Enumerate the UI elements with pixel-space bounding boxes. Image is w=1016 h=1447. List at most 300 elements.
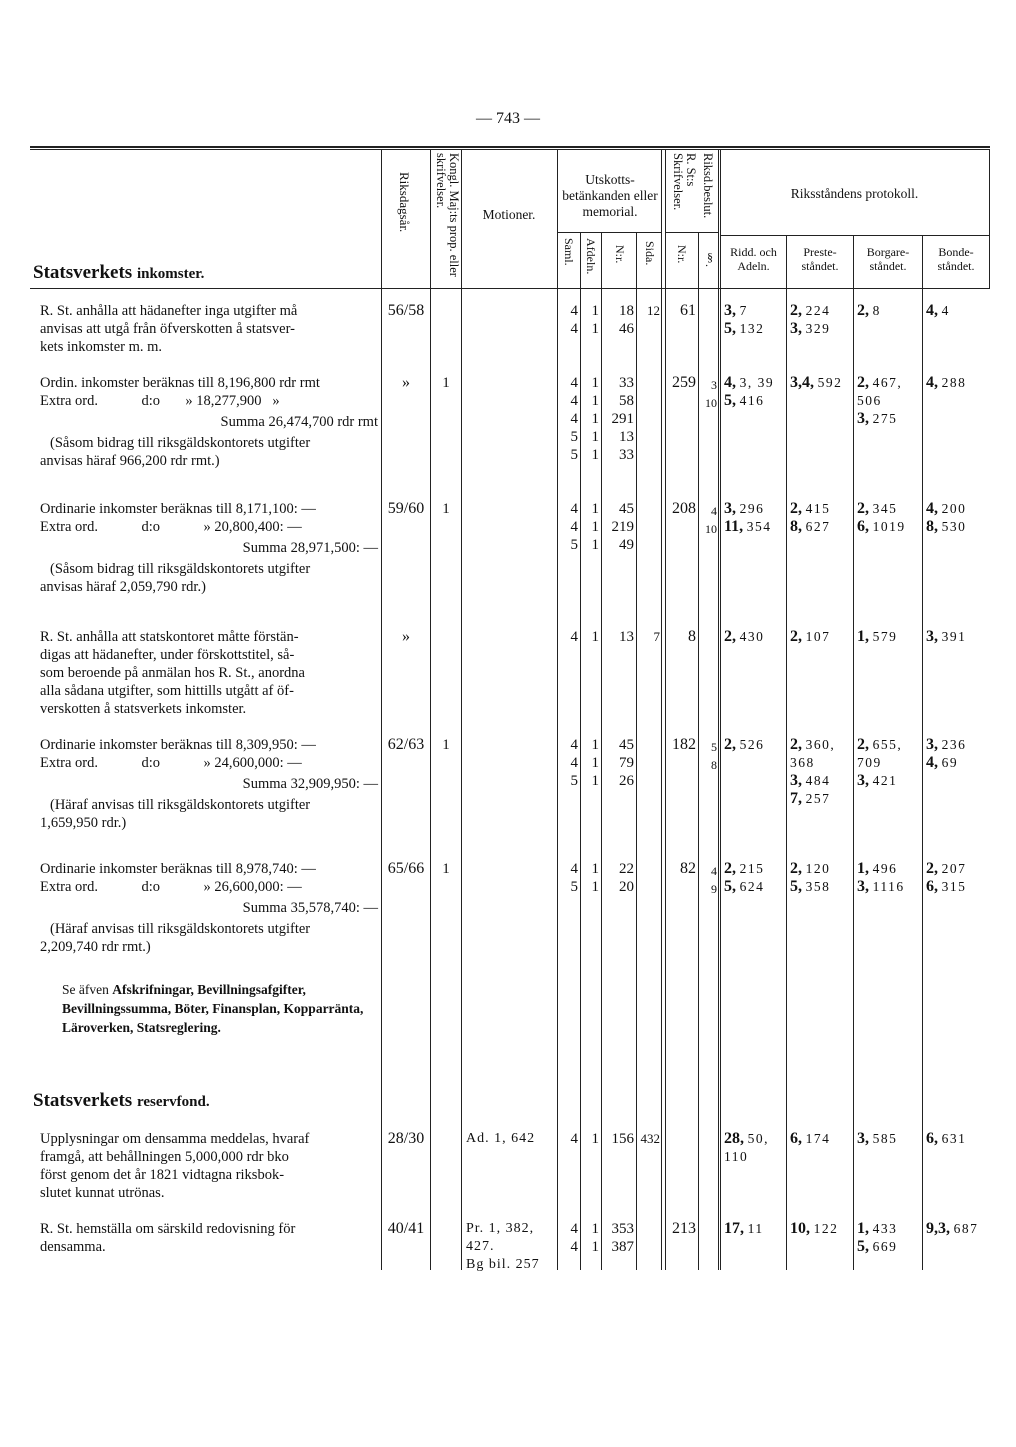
cell-borgare [857, 1220, 921, 1238]
cell-bonde [926, 736, 988, 754]
col-line [989, 150, 990, 288]
entry-description [40, 1130, 382, 1202]
description-line: R. St. anhålla att hädanefter inga utgifter må [40, 303, 298, 319]
cell-bonde-page: 631 [941, 1131, 967, 1146]
cell-nr: 33 [619, 447, 634, 463]
description-line: Summa 28,971,500: — [242, 540, 378, 556]
page-number: — 743 — [476, 110, 540, 127]
cell-preste [790, 878, 852, 896]
col-line [461, 150, 462, 1270]
cell-bonde-page: 4 [941, 303, 950, 318]
cell-preste-page: 368 [790, 755, 815, 770]
cell-paragraph: 8 [711, 758, 717, 772]
cell-afdeln: 1 [591, 429, 599, 445]
cell-preste [790, 1130, 852, 1148]
cell-nr: 49 [619, 537, 634, 553]
cell-ridd [724, 392, 786, 410]
description-line: Summa 35,578,740: — [242, 900, 378, 916]
cell-borgare-volume: 3, [857, 878, 869, 895]
description-line: Ordinarie inkomster beräknas till 8,309,950: — [40, 737, 316, 753]
cell-ridd [724, 374, 786, 392]
cell-riksdagsar: 40/41 [387, 1220, 425, 1237]
cell-saml: 4 [570, 629, 578, 645]
header-rsts-skrifvelser: R. St:s Skrifvelser. [671, 153, 698, 211]
cell-ridd-volume: 2, [724, 628, 736, 645]
description-line: (Häraf anvisas till riksgäldskontorets utgifter [50, 921, 311, 937]
cell-sida: 12 [647, 303, 660, 318]
description-line: anvisas häraf 2,059,790 rdr.) [40, 579, 206, 595]
cell-ridd-volume: 17, [724, 1220, 744, 1237]
cell-borgare [857, 1130, 921, 1148]
header-motioner: Motioner. [482, 207, 536, 222]
cell-bonde-volume: 9,3, [926, 1220, 950, 1237]
cell-borgare-page: 421 [872, 773, 898, 788]
cell-ridd-volume: 2, [724, 736, 736, 753]
cell-preste-page: 120 [805, 861, 831, 876]
cell-ridd-volume: 5, [724, 392, 736, 409]
cell-sida: 432 [640, 1131, 660, 1146]
cell-saml: 4 [570, 303, 578, 319]
cell-preste-volume: 8, [790, 518, 802, 535]
cell-preste-page: 360, [805, 737, 836, 752]
cell-ridd-page: 110 [724, 1149, 749, 1164]
entry-description [40, 1220, 382, 1256]
cell-paragraph: 3 [711, 378, 717, 392]
section-title-small: inkomster. [136, 266, 205, 282]
header-borgare: Borgare-ståndet. [866, 245, 910, 273]
cell-ridd [724, 320, 786, 338]
cell-paragraph: 5 [711, 740, 717, 754]
table-top-rule-inner [30, 149, 990, 150]
cell-ridd [724, 1148, 786, 1166]
cell-bonde [926, 500, 988, 518]
cell-afdeln: 1 [591, 537, 599, 553]
cell-skrifvelse: 61 [680, 302, 696, 319]
cell-skrifvelse: 259 [672, 374, 696, 391]
cell-ridd-volume: 5, [724, 320, 736, 337]
cell-bonde-page: 200 [941, 501, 967, 516]
cell-preste-volume: 2, [790, 302, 802, 319]
cell-bonde [926, 1220, 988, 1238]
description-line: Extra ord. d:o » 20,800,400: — [40, 519, 302, 535]
cell-preste [790, 518, 852, 536]
cell-riksdagsar: » [402, 374, 410, 391]
header-utskott: Utskotts-betänkanden eller memorial. [562, 172, 658, 219]
see-also [62, 980, 382, 1037]
description-line: först genom det år 1821 vidtagna riksbok- [40, 1167, 285, 1183]
cell-nr: 387 [611, 1239, 634, 1255]
cell-borgare-page: 585 [872, 1131, 898, 1146]
cell-ridd [724, 878, 786, 896]
description-line: Ordin. inkomster beräknas till 8,196,800 rdr rmt [40, 375, 320, 391]
cell-borgare-page: 655, [872, 737, 903, 752]
cell-afdeln: 1 [591, 519, 599, 535]
cell-borgare-page: 467, [872, 375, 903, 390]
description-line: R. St. hemställa om särskild redovisning för [40, 1221, 296, 1237]
cell-borgare [857, 518, 921, 536]
header-afdeln: Afdeln. [584, 238, 598, 275]
description-line: (Såsom bidrag till riksgäldskontorets utgifter [50, 435, 311, 451]
cell-preste [790, 754, 852, 772]
cell-bonde-volume: 3, [926, 736, 938, 753]
cell-borgare [857, 772, 921, 790]
cell-bonde [926, 302, 988, 320]
cell-afdeln: 1 [591, 629, 599, 645]
cell-borgare-page: 345 [872, 501, 898, 516]
cell-preste-page: 627 [805, 519, 831, 534]
cell-afdeln: 1 [591, 375, 599, 391]
cell-borgare-volume: 2, [857, 736, 869, 753]
cell-bonde-volume: 6, [926, 1130, 938, 1147]
cell-borgare [857, 878, 921, 896]
cell-ridd-page: 7 [739, 303, 748, 318]
cell-saml: 5 [570, 537, 578, 553]
cell-bonde-page: 391 [941, 629, 967, 644]
description-line: Upplysningar om densamma meddelas, hvaraf [40, 1131, 310, 1147]
cell-bonde-volume: 8, [926, 518, 938, 535]
cell-preste-volume: 2, [790, 628, 802, 645]
table-top-rule [30, 146, 990, 148]
cell-afdeln: 1 [591, 303, 599, 319]
cell-ridd-volume: 3, [724, 302, 736, 319]
cell-saml: 4 [570, 1221, 578, 1237]
cell-nr: 13 [619, 629, 634, 645]
header-riksd-beslut: Riksd.beslut. [701, 153, 715, 219]
cell-sida: 7 [653, 629, 660, 644]
cell-motion: 427. [466, 1239, 495, 1254]
cell-bonde [926, 518, 988, 536]
description-line: som beroende på anmälan hos R. St., anordna [40, 665, 305, 681]
cell-bonde [926, 860, 988, 878]
cell-afdeln: 1 [591, 1221, 599, 1237]
cell-ridd-volume: 28, [724, 1130, 744, 1147]
cell-ridd [724, 500, 786, 518]
cell-prop: 1 [442, 501, 450, 517]
description-line: Summa 26,474,700 rdr rmt [220, 414, 378, 430]
cell-preste [790, 628, 852, 646]
cell-nr: 13 [619, 429, 634, 445]
cell-riksdagsar: 65/66 [387, 860, 425, 877]
description-line: Ordinarie inkomster beräknas till 8,171,100: — [40, 501, 316, 517]
cell-bonde-volume: 4, [926, 754, 938, 771]
cell-bonde [926, 878, 988, 896]
cell-borgare-page: 506 [857, 393, 882, 408]
cell-nr: 33 [619, 375, 634, 391]
cell-borgare [857, 500, 921, 518]
cell-nr: 291 [611, 411, 634, 427]
cell-borgare-volume: 1, [857, 1220, 869, 1237]
cell-skrifvelse: 82 [680, 860, 696, 877]
cell-afdeln: 1 [591, 737, 599, 753]
cell-saml: 5 [570, 879, 578, 895]
cell-preste-volume: 2, [790, 500, 802, 517]
cell-nr: 353 [611, 1221, 634, 1237]
cell-ridd-page: 624 [739, 879, 765, 894]
cell-saml: 5 [570, 773, 578, 789]
description-line: Extra ord. d:o » 26,600,000: — [40, 879, 302, 895]
cell-saml: 4 [570, 411, 578, 427]
cell-preste-page: 415 [805, 501, 831, 516]
cell-borgare-volume: 3, [857, 772, 869, 789]
cell-ridd-volume: 5, [724, 878, 736, 895]
cell-ridd [724, 1130, 786, 1148]
cell-saml: 5 [570, 447, 578, 463]
cell-preste-volume: 5, [790, 878, 802, 895]
cell-riksdagsar: 59/60 [387, 500, 425, 517]
description-line: 1,659,950 rdr.) [40, 815, 127, 831]
cell-ridd [724, 736, 786, 754]
cell-preste-page: 329 [805, 321, 831, 336]
cell-preste-volume: 3,4, [790, 374, 814, 391]
cell-bonde-page: 315 [941, 879, 967, 894]
cell-riksdagsar: 62/63 [387, 736, 425, 753]
cell-ridd-page: 3, 39 [739, 375, 775, 390]
cell-borgare [857, 754, 921, 772]
cell-saml: 4 [570, 737, 578, 753]
cell-bonde [926, 1130, 988, 1148]
cell-borgare-volume: 6, [857, 518, 869, 535]
cell-skrifvelse: 213 [672, 1220, 696, 1237]
header-saml: Saml. [562, 238, 576, 266]
cell-afdeln: 1 [591, 755, 599, 771]
cell-preste-page: 122 [813, 1221, 839, 1236]
description-line: slutet kunnat utrönas. [40, 1185, 165, 1201]
cell-paragraph: 10 [705, 522, 717, 536]
cell-saml: 4 [570, 519, 578, 535]
cell-preste-page: 592 [817, 375, 843, 390]
cell-borgare-page: 709 [857, 755, 882, 770]
cell-nr: 58 [619, 393, 634, 409]
cell-bonde-volume: 4, [926, 302, 938, 319]
cell-bonde-page: 530 [941, 519, 967, 534]
header-sida: Sida. [643, 241, 657, 266]
cell-ridd [724, 1220, 786, 1238]
cell-preste-volume: 6, [790, 1130, 802, 1147]
header-bonde: Bonde-ståndet. [937, 245, 975, 273]
cell-prop: 1 [442, 737, 450, 753]
description-line: anvisas häraf 966,200 rdr rmt.) [40, 453, 220, 469]
description-line: R. St. anhålla att statskontoret måtte förstän- [40, 629, 299, 645]
cell-bonde-volume: 6, [926, 878, 938, 895]
col-line [786, 235, 787, 1270]
cell-borgare [857, 410, 921, 428]
cell-afdeln: 1 [591, 861, 599, 877]
cell-borgare-volume: 5, [857, 1238, 869, 1255]
cell-preste [790, 772, 852, 790]
cell-bonde [926, 374, 988, 392]
cell-prop: 1 [442, 861, 450, 877]
entry-description [40, 628, 382, 718]
cell-borgare [857, 302, 921, 320]
cell-bonde-page: 207 [941, 861, 967, 876]
cell-preste [790, 374, 852, 392]
col-line [922, 235, 923, 1270]
cell-afdeln: 1 [591, 1131, 599, 1147]
cell-borgare [857, 1238, 921, 1256]
cell-bonde-volume: 4, [926, 374, 938, 391]
cell-preste-volume: 10, [790, 1220, 810, 1237]
section-title-reservfond [33, 1090, 210, 1112]
cell-ridd [724, 518, 786, 536]
cell-nr: 45 [619, 501, 634, 517]
cell-motion: Bg bil. 257 [466, 1257, 540, 1272]
cell-borgare-page: 579 [872, 629, 898, 644]
cell-borgare-page: 8 [872, 303, 881, 318]
entry-description [40, 500, 382, 596]
cell-ridd-volume: 11, [724, 518, 744, 535]
cell-afdeln: 1 [591, 393, 599, 409]
cell-preste-page: 257 [805, 791, 831, 806]
description-line: Extra ord. d:o » 24,600,000: — [40, 755, 302, 771]
cell-borgare [857, 374, 921, 392]
cell-afdeln: 1 [591, 411, 599, 427]
cell-ridd-page: 430 [739, 629, 765, 644]
cell-preste-volume: 2, [790, 736, 802, 753]
cell-paragraph: 10 [705, 396, 717, 410]
prot-sub-rule [720, 235, 990, 236]
cell-preste-page: 107 [805, 629, 831, 644]
cell-preste-volume: 7, [790, 790, 802, 807]
cell-preste-volume: 3, [790, 320, 802, 337]
entry-description [40, 860, 382, 956]
cell-ridd-page: 132 [739, 321, 765, 336]
description-line: anvisas att utgå från öfverskotten å statsver- [40, 321, 295, 337]
description-line: Extra ord. d:o » 18,277,900 » [40, 393, 280, 409]
cell-saml: 4 [570, 321, 578, 337]
description-line: alla sådana utgifter, som hittills utgått af öf- [40, 683, 294, 699]
cell-ridd-page: 416 [739, 393, 765, 408]
cell-nr: 18 [619, 303, 634, 319]
cell-ridd [724, 302, 786, 320]
cell-nr: 45 [619, 737, 634, 753]
cell-borgare-page: 669 [872, 1239, 898, 1254]
header-riksstandens-protokoll: Riksståndens protokoll. [790, 186, 919, 201]
cell-nr: 79 [619, 755, 634, 771]
cell-afdeln: 1 [591, 879, 599, 895]
cell-afdeln: 1 [591, 501, 599, 517]
cell-bonde-volume: 4, [926, 500, 938, 517]
cell-borgare-volume: 2, [857, 500, 869, 517]
cell-nr: 219 [611, 519, 634, 535]
cell-preste [790, 736, 852, 754]
cell-preste-page: 224 [805, 303, 831, 318]
header-preste: Preste-ståndet. [801, 245, 839, 273]
cell-bonde [926, 754, 988, 772]
cell-nr: 20 [619, 879, 634, 895]
description-line: 2,209,740 rdr rmt.) [40, 939, 151, 955]
cell-paragraph: 4 [711, 504, 717, 518]
skr-sub-rule [665, 232, 718, 233]
header-riksdagsar: Riksdagsår. [397, 172, 412, 233]
cell-saml: 4 [570, 375, 578, 391]
cell-preste [790, 302, 852, 320]
header-paragraph: §. [703, 250, 717, 267]
cell-afdeln: 1 [591, 1239, 599, 1255]
see-also-refs: Afskrifningar, Bevillningsafgifter, Bevillningssumma, Böter, Finansplan, Kopparränta, Läroverken, Statsreglering. [62, 982, 364, 1035]
cell-bonde-page: 236 [941, 737, 967, 752]
cell-nr: 46 [619, 321, 634, 337]
cell-ridd [724, 628, 786, 646]
section-title-big: Statsverkets [33, 1090, 133, 1111]
cell-borgare [857, 392, 921, 410]
cell-preste [790, 790, 852, 808]
cell-ridd [724, 860, 786, 878]
entry-description [40, 736, 382, 832]
header-kongl-prop: Kongl. Maj:ts prop. eller skrifvelser. [434, 153, 461, 277]
header-bottom-rule [30, 288, 990, 289]
header-nr: N:r. [613, 245, 627, 264]
utskott-sub-rule [557, 232, 661, 233]
cell-skrifvelse: 182 [672, 736, 696, 753]
cell-afdeln: 1 [591, 321, 599, 337]
cell-bonde-page: 288 [941, 375, 967, 390]
col-line [636, 232, 637, 1270]
cell-ridd-volume: 4, [724, 374, 736, 391]
cell-borgare-volume: 2, [857, 302, 869, 319]
cell-preste-page: 358 [805, 879, 831, 894]
cell-ridd-volume: 3, [724, 500, 736, 517]
cell-preste [790, 500, 852, 518]
cell-riksdagsar: » [402, 628, 410, 645]
description-line: Ordinarie inkomster beräknas till 8,978,740: — [40, 861, 316, 877]
cell-saml: 4 [570, 501, 578, 517]
cell-ridd-page: 50, [747, 1131, 769, 1146]
cell-saml: 4 [570, 861, 578, 877]
cell-preste-volume: 3, [790, 772, 802, 789]
cell-borgare [857, 736, 921, 754]
cell-borgare-page: 496 [872, 861, 898, 876]
col-line [661, 150, 662, 1270]
header-nr-skr: N:r. [675, 245, 689, 264]
description-line: (Häraf anvisas till riksgäldskontorets utgifter [50, 797, 311, 813]
see-also-prefix: Se äfven [62, 982, 109, 997]
cell-preste [790, 860, 852, 878]
cell-preste-volume: 2, [790, 860, 802, 877]
cell-ridd-page: 11 [747, 1221, 764, 1236]
cell-borgare-volume: 1, [857, 860, 869, 877]
cell-ridd-volume: 2, [724, 860, 736, 877]
cell-riksdagsar: 28/30 [387, 1130, 425, 1147]
cell-skrifvelse: 8 [688, 628, 696, 645]
header-ridd: Ridd. och Adeln. [730, 245, 777, 273]
cell-ridd-page: 354 [746, 519, 772, 534]
cell-afdeln: 1 [591, 773, 599, 789]
cell-preste-page: 174 [805, 1131, 831, 1146]
col-line [718, 150, 719, 1270]
cell-motion: Pr. 1, 382, [466, 1221, 535, 1236]
description-line: digas att hädanefter, under förskottstitel, så- [40, 647, 295, 663]
cell-borgare-page: 1019 [872, 519, 906, 534]
cell-bonde-volume: 3, [926, 628, 938, 645]
description-line: (Såsom bidrag till riksgäldskontorets utgifter [50, 561, 311, 577]
cell-bonde [926, 628, 988, 646]
cell-saml: 4 [570, 1131, 578, 1147]
entry-description [40, 374, 382, 470]
description-line: densamma. [40, 1239, 106, 1255]
col-line [853, 235, 854, 1270]
section-title-inkomster [33, 262, 204, 284]
cell-borgare [857, 628, 921, 646]
cell-bonde-page: 687 [953, 1221, 979, 1236]
col-line [430, 150, 431, 1270]
cell-preste [790, 1220, 852, 1238]
cell-ridd-page: 215 [739, 861, 765, 876]
section-title-big: Statsverkets [33, 262, 133, 283]
cell-borgare-volume: 1, [857, 628, 869, 645]
cell-preste [790, 320, 852, 338]
description-line: verskotten å statsverkets inkomster. [40, 701, 247, 717]
cell-skrifvelse: 208 [672, 500, 696, 517]
